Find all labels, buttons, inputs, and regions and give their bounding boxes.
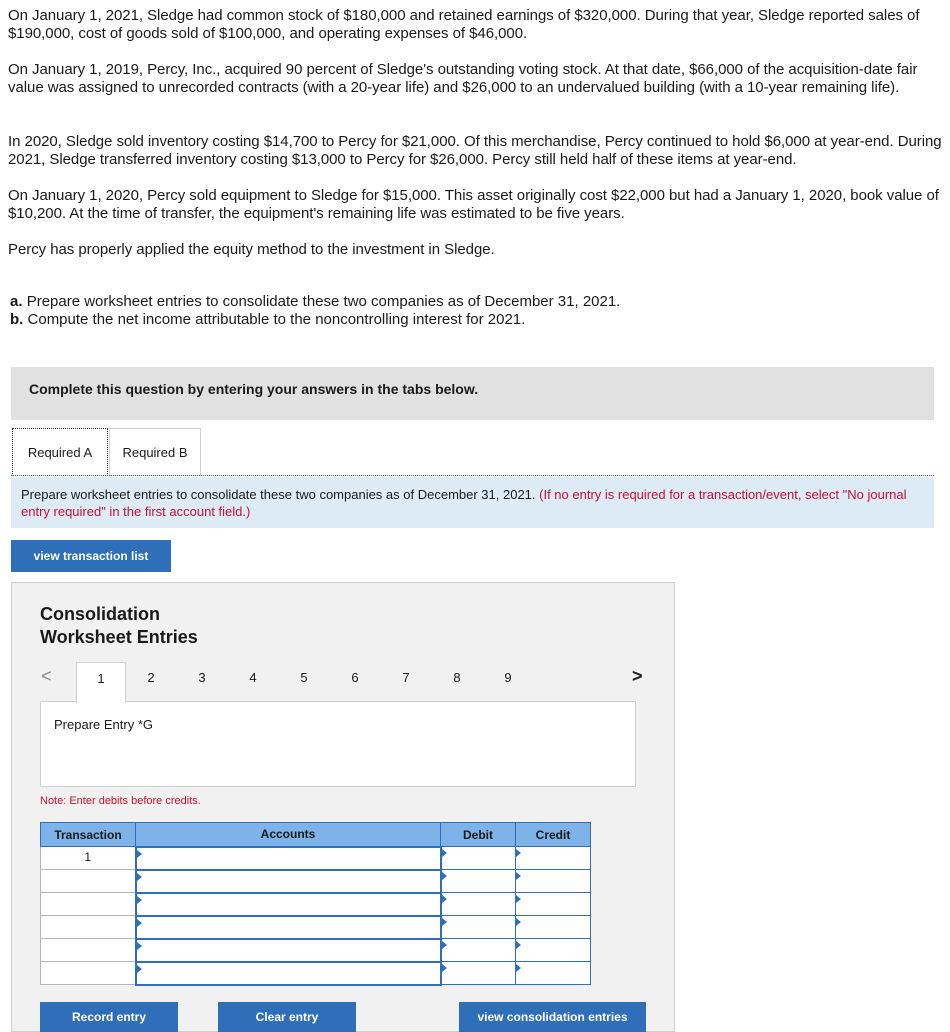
next-entry-arrow-icon[interactable]: > [632,666,643,686]
table-row [41,847,591,870]
entry-label: Prepare Entry *G [54,717,153,732]
complete-banner-text: Complete this question by entering your answers in the tabs below. [29,381,479,397]
debit-input[interactable] [441,916,516,939]
instruction-main: Prepare worksheet entries to consolidate these two companies as of December 31, 2021. [21,487,536,502]
clear-entry-button[interactable]: Clear entry [218,1002,356,1032]
journal-table [40,822,591,986]
record-entry-button[interactable]: Record entry [40,1002,178,1032]
required-tabs [11,428,934,476]
header-debit: Debit [441,823,516,847]
debit-input[interactable] [441,939,516,962]
table-row [41,962,591,985]
panel-title-line1: Consolidation [40,604,160,624]
debit-credit-note: Note: Enter debits before credits. [40,795,201,807]
entry-tab-5[interactable]: 5 [300,670,308,685]
account-input[interactable] [136,870,441,893]
prev-entry-arrow-icon[interactable]: < [41,666,52,686]
question-a [10,293,620,311]
instruction-box [11,477,934,528]
account-input[interactable] [136,847,441,870]
tab-required-a[interactable]: Required A [12,428,108,476]
transaction-cell [41,962,136,985]
entry-description-box [40,701,636,787]
tab-required-b[interactable]: Required B [109,428,201,476]
entry-tab-8[interactable]: 8 [453,670,461,685]
entry-tab-2[interactable]: 2 [147,670,155,685]
credit-input[interactable] [516,870,591,893]
problem-paragraph-3: In 2020, Sledge sold inventory costing $14,700 to Percy for $21,000. Of this merchandise, Percy continued to hold $6,000 at year-end. During 2021, Sledge transferred inventory costing $13,000 to Percy for $26,000. Percy still held half of these items at year-end. [8,133,942,168]
credit-input[interactable] [516,893,591,916]
debit-input[interactable] [441,893,516,916]
header-credit: Credit [516,823,591,847]
account-input[interactable] [136,893,441,916]
panel-title-line2: Worksheet Entries [40,627,198,647]
question-b-text: Compute the net income attributable to the noncontrolling interest for 2021. [27,311,526,328]
panel-title [40,603,198,649]
account-input[interactable] [136,962,441,985]
entry-tab-9[interactable]: 9 [504,670,512,685]
debit-input[interactable] [441,847,516,870]
credit-input[interactable] [516,939,591,962]
question-b [10,311,525,329]
transaction-cell [41,939,136,962]
consolidation-panel [11,582,675,1032]
account-input[interactable] [136,939,441,962]
table-row [41,893,591,916]
question-a-text: Prepare worksheet entries to consolidate these two companies as of December 31, 2021. [26,293,621,310]
credit-input[interactable] [516,916,591,939]
table-row [41,916,591,939]
problem-paragraph-4: On January 1, 2020, Percy sold equipment to Sledge for $15,000. This asset originally cost $22,000 but had a January 1, 2020, book value of $10,200. At the time of transfer, the equipment's remaining life was estimated to be five years. [8,187,939,222]
complete-banner [11,367,934,420]
problem-paragraph-5: Percy has properly applied the equity method to the investment in Sledge. [8,241,495,258]
view-consolidation-entries-button[interactable]: view consolidation entries [459,1002,646,1032]
transaction-cell: 1 [41,847,136,870]
table-row [41,870,591,893]
problem-paragraph-2: On January 1, 2019, Percy, Inc., acquired 90 percent of Sledge's outstanding voting stock. At that date, $66,000 of the acquisition-date fair value was assigned to unrecorded contracts (with a 20-year life) and $26,000 to an undervalued building (with a 10-year remaining life). [8,61,918,96]
header-transaction: Transaction [41,823,136,847]
problem-paragraph-1: On January 1, 2021, Sledge had common stock of $180,000 and retained earnings of $320,000. During that year, Sledge reported sales of $190,000, cost of goods sold of $100,000, and operating expenses of $46,000. [8,7,920,42]
tabs-divider [11,475,934,476]
question-a-label: a. [10,293,23,310]
entry-tab-3[interactable]: 3 [198,670,206,685]
entry-tab-1[interactable]: 1 [76,662,126,703]
debit-input[interactable] [441,870,516,893]
entry-tab-4[interactable]: 4 [249,670,257,685]
credit-input[interactable] [516,847,591,870]
debit-input[interactable] [441,962,516,985]
credit-input[interactable] [516,962,591,985]
entry-tab-6[interactable]: 6 [351,670,359,685]
account-input[interactable] [136,916,441,939]
instruction-hint: (If no entry is required for a transaction/event, select "No journal entry required" in the first account field.) [21,487,907,519]
transaction-cell [41,870,136,893]
table-row [41,939,591,962]
transaction-cell [41,893,136,916]
question-b-label: b. [10,311,24,328]
transaction-cell [41,916,136,939]
view-transaction-list-button[interactable]: view transaction list [11,540,171,572]
header-accounts: Accounts [136,823,441,847]
entry-tab-7[interactable]: 7 [402,670,410,685]
